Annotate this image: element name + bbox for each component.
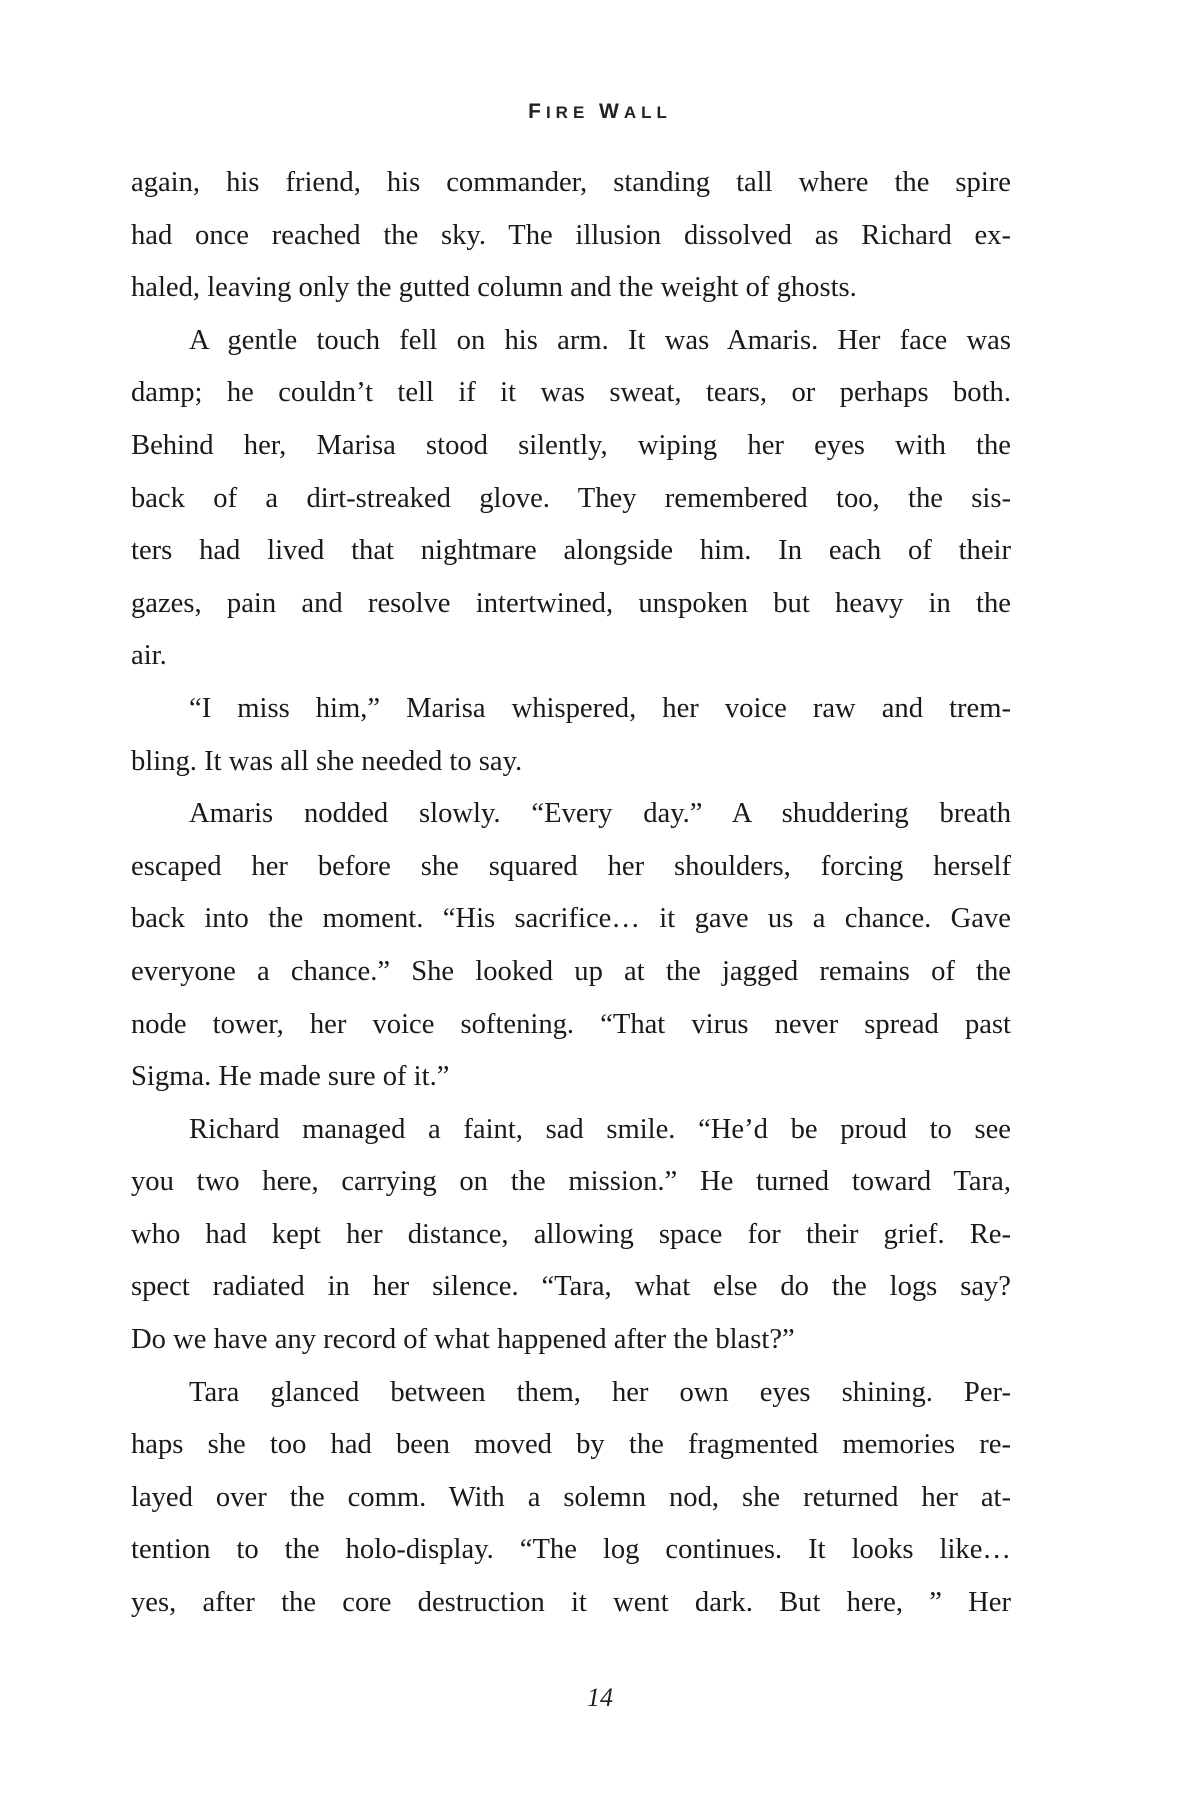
- text-line: yes, after the core destruction it went dark. But here, ” Her: [131, 1587, 1011, 1619]
- text-line: air.: [131, 640, 167, 672]
- text-line: Amaris nodded slowly. “Every day.” A shuddering breath: [189, 798, 1011, 830]
- text-line: node tower, her voice softening. “That virus never spread past: [131, 1008, 1011, 1040]
- text-line: again, his friend, his commander, standing tall where the spire: [131, 167, 1011, 198]
- body-text: [131, 157, 1011, 1630]
- text-line: haled, leaving only the gutted column and the weight of ghosts.: [131, 272, 857, 304]
- running-head-text: FIRE WALL: [528, 100, 672, 123]
- paragraph: [131, 1367, 1011, 1630]
- text-line: haps she too had been moved by the fragmented memories re-: [131, 1429, 1011, 1461]
- text-line: ters had lived that nightmare alongside him. In each of their: [131, 535, 1011, 567]
- paragraph: [131, 788, 1011, 1104]
- text-line: escaped her before she squared her shoulders, forcing herself: [131, 850, 1011, 882]
- text-line: A gentle touch fell on his arm. It was Amaris. Her face was: [189, 324, 1011, 356]
- paragraph: [131, 1104, 1011, 1367]
- text-line: you two here, carrying on the mission.” He turned toward Tara,: [131, 1166, 1011, 1198]
- text-line: Richard managed a faint, sad smile. “He’d be proud to see: [189, 1113, 1011, 1145]
- paragraph: [131, 315, 1011, 683]
- text-line: Sigma. He made sure of it.”: [131, 1061, 450, 1093]
- text-line: gazes, pain and resolve intertwined, unspoken but heavy in the: [131, 587, 1011, 619]
- page-number: 14: [587, 1683, 613, 1712]
- text-line: damp; he couldn’t tell if it was sweat, tears, or perhaps both.: [131, 377, 1011, 409]
- text-line: Do we have any record of what happened after the blast?”: [131, 1324, 795, 1356]
- paragraph: [131, 683, 1011, 788]
- text-line: Behind her, Marisa stood silently, wiping her eyes with the: [131, 429, 1011, 461]
- text-line: everyone a chance.” She looked up at the jagged remains of the: [131, 955, 1011, 987]
- text-line: back of a dirt-streaked glove. They remembered too, the sis-: [131, 482, 1011, 514]
- text-line: spect radiated in her silence. “Tara, what else do the logs say?: [131, 1271, 1011, 1303]
- text-line: had once reached the sky. The illusion dissolved as Richard ex-: [131, 219, 1011, 251]
- text-line: tention to the holo-display. “The log continues. It looks like…: [131, 1534, 1011, 1566]
- running-head: [0, 100, 1200, 124]
- text-line: “I miss him,” Marisa whispered, her voice raw and trem-: [189, 692, 1011, 724]
- text-line: bling. It was all she needed to say.: [131, 745, 523, 777]
- text-line: layed over the comm. With a solemn nod, she returned her at-: [131, 1481, 1011, 1513]
- text-line: who had kept her distance, allowing space for their grief. Re-: [131, 1218, 1011, 1250]
- text-line: back into the moment. “His sacrifice… it gave us a chance. Gave: [131, 903, 1011, 935]
- text-line: Tara glanced between them, her own eyes shining. Per-: [189, 1376, 1011, 1408]
- paragraph: [131, 157, 1011, 315]
